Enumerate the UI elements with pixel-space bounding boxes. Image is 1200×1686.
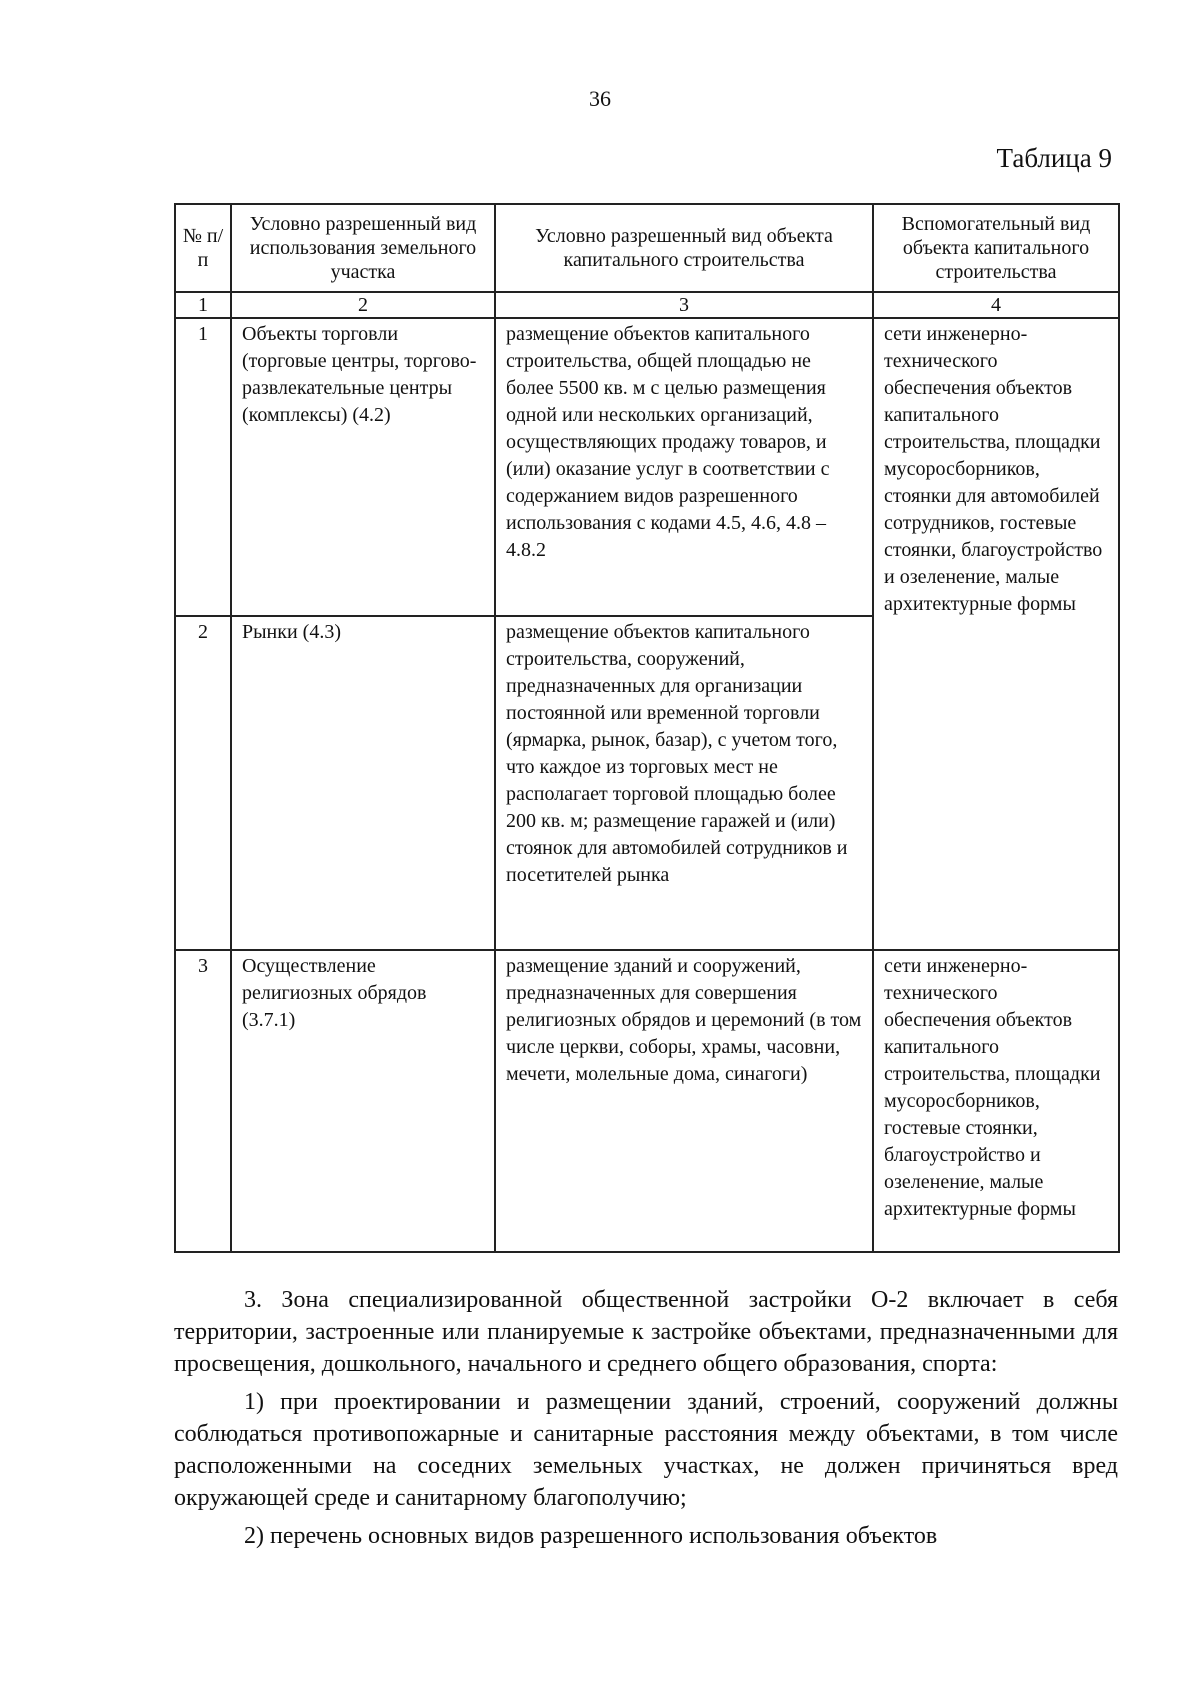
body-text [174,1284,1118,1558]
zoning-table [174,203,1120,1253]
header-object-use: Условно разрешенный вид объекта капитального строительства [495,204,873,292]
table-row [175,950,1119,1252]
column-number: 3 [495,292,873,318]
row-number: 1 [175,318,231,616]
table-header-row [175,204,1119,292]
column-number: 2 [231,292,495,318]
page-number: 36 [589,86,611,111]
row-number: 2 [175,616,231,950]
table-row [175,318,1119,616]
object-use-cell: размещение объектов капитального строительства, общей площадью не более 5500 кв. м с целью размещения одной или нескольких организаций, осуществляющих продажу товаров, и (или) оказание услуг в соответствии с содержанием видов разрешенного использования с кодами 4.5, 4.6, 4.8 – 4.8.2 [495,318,873,616]
column-number: 1 [175,292,231,318]
paragraph: 3. Зона специализированной общественной застройки О-2 включает в себя территории, застроенные или планируемые к застройке объектами, предназначенными для просвещения, дошкольного, начального и среднего общего образования, спорта: [174,1287,1118,1377]
paragraph: 1) при проектировании и размещении зданий, строений, сооружений должны соблюдаться противопожарные и санитарные расстояния между объектами, в том числе расположенными на соседних земельных участках, не должен причиняться вред окружающей среде и санитарному благополучию; [174,1389,1118,1511]
object-use-cell: размещение объектов капитального строительства, сооружений, предназначенных для организации постоянной или временной торговли (ярмарка, рынок, базар), с учетом того, что каждое из торговых мест не располагает торговой площадью более 200 кв. м; размещение гаражей и (или) стоянок для автомобилей сотрудников и посетителей рынка [495,616,873,950]
column-number-row [175,292,1119,318]
header-number: № п/п [175,204,231,292]
column-number: 4 [873,292,1119,318]
object-use-cell: размещение зданий и сооружений, предназначенных для совершения религиозных обрядов и церемоний (в том числе церкви, соборы, храмы, часовни, мечети, молельные дома, синагоги) [495,950,873,1252]
auxiliary-use-cell: сети инженерно-технического обеспечения объектов капитального строительства, площадки мусоросборников, стоянки для автомобилей сотрудников, гостевые стоянки, благоустройство и озеленение, малые архитектурные формы [873,318,1119,950]
header-auxiliary-use: Вспомогательный вид объекта капитального строительства [873,204,1119,292]
header-land-use: Условно разрешенный вид использования земельного участка [231,204,495,292]
land-use-cell: Объекты торговли (торговые центры, торгово-развлекательные центры (комплексы) (4.2) [231,318,495,616]
table-caption: Таблица 9 [996,143,1112,173]
land-use-cell: Осуществление религиозных обрядов (3.7.1) [231,950,495,1252]
land-use-cell: Рынки (4.3) [231,616,495,950]
row-number: 3 [175,950,231,1252]
paragraph: 2) перечень основных видов разрешенного использования объектов [244,1523,938,1549]
auxiliary-use-cell: сети инженерно-технического обеспечения объектов капитального строительства, площадки мусоросборников, гостевые стоянки, благоустройство и озеленение, малые архитектурные формы [873,950,1119,1252]
